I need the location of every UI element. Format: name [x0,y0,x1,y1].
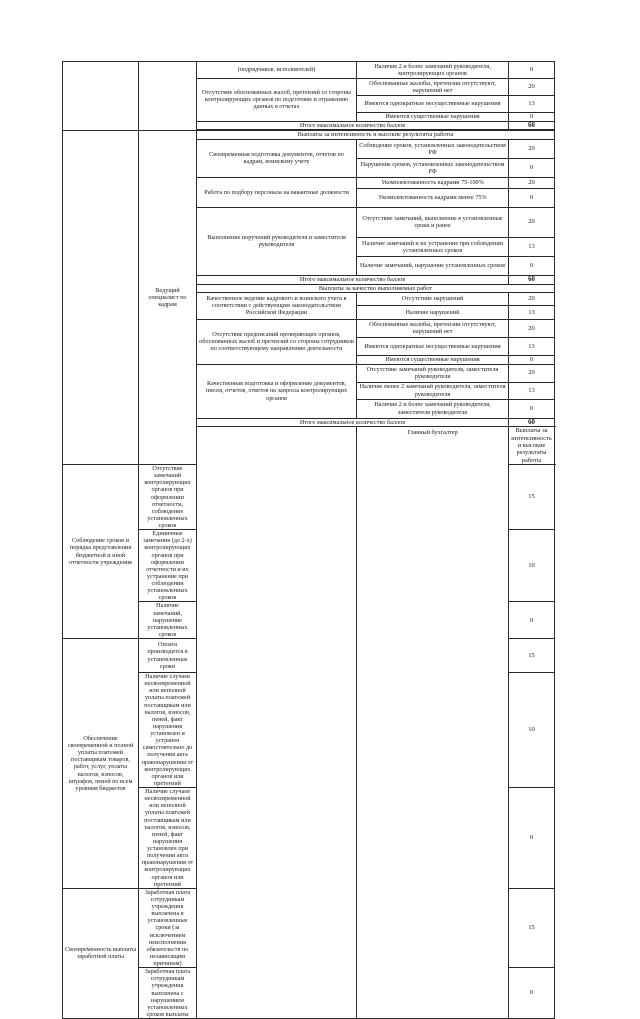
score-value: 20 [509,207,555,237]
score-value: 0 [509,188,555,207]
total-score: 60 [509,121,555,130]
criterion-label: Соблюдение сроков и порядка представления бюджетной и иной отчетности учреждения [63,465,139,639]
score-value: 13 [509,96,555,113]
score-value: 10 [509,673,555,788]
score-value: 20 [509,177,555,188]
condition-text: Заработная плата сотрудникам учреждения выплачена с нарушением установленных сроков выплаты [139,968,197,1019]
total-label: Итого максимальное количество баллов [197,121,509,130]
condition-text: Отсутствие замечаний контролирующих органов при оформлении отчетности, соблюдение установленных сроков [139,465,197,530]
score-value: 20 [509,319,555,337]
score-value: 20 [509,139,555,158]
condition-text: Имеются однократные несущественные нарушения [357,96,509,113]
score-value: 0 [509,113,555,122]
score-value: 13 [509,382,555,399]
condition-text: Отсутствие замечаний руководителя, заместителя руководителя [357,364,509,382]
score-value: 13 [509,237,555,256]
criterion-label: Качественная подготовка и оформление документов, писем, отчетов, ответов на запросы контролирующих органов [197,364,357,418]
position-cell [139,62,197,131]
condition-text: Обоснованные жалобы, претензии отсутствуют, нарушений нет [357,319,509,337]
criterion-label: Работа по подбору персонала на вакантные должности [197,177,357,207]
score-value: 20 [509,364,555,382]
criterion-label: Выполнение поручений руководителя и заместителя руководителя [197,207,357,275]
criterion-label: Своевременность выплаты заработной платы [63,888,139,1018]
condition-text: Имеются существенные нарушения [357,355,509,364]
score-value: 0 [509,158,555,177]
position-chief-accountant: Главный бухгалтер [357,427,509,1019]
condition-text: Соблюдение сроков, установленных законодательством РФ [357,139,509,158]
number-cell [197,427,357,1019]
number-cell [63,131,139,465]
condition-text: Единичные замечания (до 2-х) контролирующих органов при оформлении отчетности и их устранение при соблюдении установленных сроков [139,530,197,602]
total-label: Итого максимальное количество баллов [197,418,509,427]
condition-text: Укомплектованность кадрами 75-100% [357,177,509,188]
criterion-label: Качественное ведение кадрового и воинского учета в соответствии с действующим законодательством Российской Федерации [197,292,357,319]
score-value: 20 [509,79,555,96]
condition-text: Отсутствие нарушений [357,292,509,305]
section-header: Выплаты за качество выполняемых работ [197,284,555,292]
condition-text: Наличие случаев несвоевременной или неполной уплаты платежей поставщикам или налогов, взносов, пеней, факт нарушения установлен и устранен самостоятельно до получения акта правонарушения от контролирующих органов или претензий [139,673,197,788]
condition-text: Наличие нарушений [357,305,509,319]
total-label: Итого максимальное количество баллов [197,275,509,284]
criterion-label: Обеспечение своевременной и полной уплаты платежей поставщикам товаров, работ, услуг, уплаты налогов, взносов, штрафов, пеней по всем уровням бюджетов [63,639,139,889]
condition-text: Заработная плата сотрудникам учреждения выплачена в установленные сроки (за исключением неисполнения обязательств по независящим причинам) [139,888,197,967]
score-value: 15 [509,639,555,673]
section-header: Выплаты за интенсивность и высокие результаты работы [509,427,555,465]
condition-text: Укомплектованность кадрами менее 75% [357,188,509,207]
condition-text: Имеются однократные несущественные нарушения [357,337,509,355]
condition-text: Наличие замечаний, нарушение установленных сроков [357,256,509,275]
score-value: 15 [509,888,555,967]
number-cell [63,62,139,131]
score-value: 0 [509,788,555,889]
total-score: 60 [509,418,555,427]
criteria-table [62,61,555,1019]
score-value: 0 [509,62,555,79]
criterion-label: Отсутствие обоснованных жалоб, претензий со стороны контролирующих органов по подготовке и отражению данных в отчетах [197,79,357,122]
position-hr: Ведущий специалист по кадрам [139,131,197,465]
criterion-label: (подрядчиков, исполнителей) [197,62,357,79]
criterion-label: Своевременная подготовка документов, отчетов по кадрам, воинскому учету [197,139,357,177]
score-value: 10 [509,530,555,602]
section-header: Выплаты за интенсивность и высокие результаты работы [197,131,555,139]
score-value: 13 [509,305,555,319]
condition-text: Обоснованные жалобы, претензии отсутствуют, нарушений нет [357,79,509,96]
condition-text: Наличие случаев несвоевременной или неполной уплаты платежей поставщикам или налогов, взносов, пеней, факт нарушения установлен при получении акта правонарушения от контролирующих органов или претензий [139,788,197,889]
score-value: 0 [509,256,555,275]
score-value: 0 [509,355,555,364]
score-value: 0 [509,602,555,639]
condition-text: Отсутствие замечаний, выполнение в установленные сроки и ранее [357,207,509,237]
condition-text: Наличие менее 2 замечаний руководителя, заместителя руководителя [357,382,509,399]
score-value: 15 [509,465,555,530]
condition-text: Наличие замечаний, нарушение установленных сроков [139,602,197,639]
score-value: 13 [509,337,555,355]
condition-text: Нарушение сроков, установленных законодательством РФ [357,158,509,177]
condition-text: Наличие замечаний и их устранение при соблюдении установленных сроков [357,237,509,256]
score-value: 20 [509,292,555,305]
condition-text: Наличие 2 и более замечаний руководителя, контролирующих органов [357,62,509,79]
score-value: 0 [509,399,555,418]
condition-text: Имеются существенные нарушения [357,113,509,122]
total-score: 60 [509,275,555,284]
criterion-label: Отсутствие предписаний проверяющих органов, обоснованных жалоб и претензий со стороны сотрудников по соответствующему направлению деятельности [197,319,357,364]
score-value: 0 [509,968,555,1019]
condition-text: Оплата производится в установленные сроки [139,639,197,673]
condition-text: Наличие 2 и более замечаний руководителя, заместителя руководителя [357,399,509,418]
